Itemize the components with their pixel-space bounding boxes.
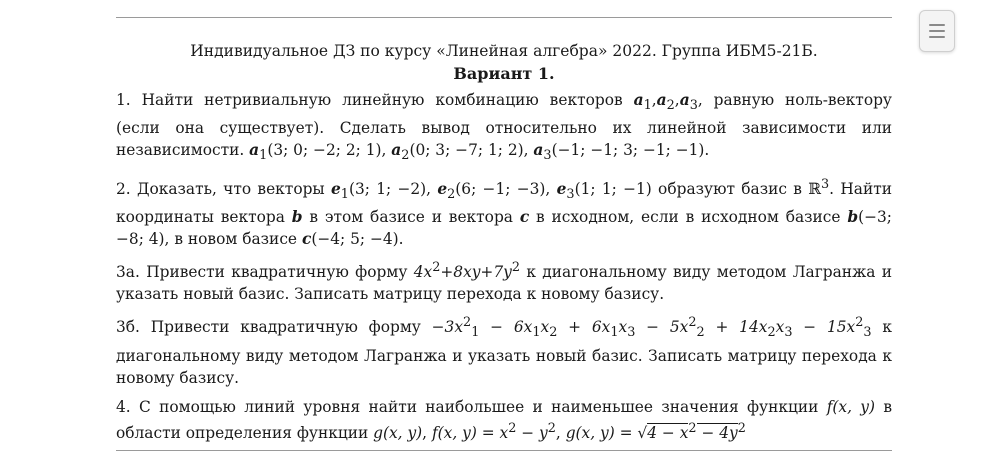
top-divider (116, 17, 892, 18)
menu-icon[interactable] (919, 10, 955, 52)
task-3a: 3а. Привести квадратичную форму $4x^2+8xy+7y^2$ к диагональному виду методом Лагранжа и указать новый базис. Записать матрицу перехода к новому базису. (116, 260, 892, 304)
variant-title: Вариант 1. (453, 64, 555, 83)
task-2: 2. Доказать, что векторы $e_1(3$; 1; −2), $e_2(6$; −1; −3), $e_3(1$; 1; −1) образуют базис в ℝ$^3$. Найти координаты вектора b в этом базисе и вектора c в исходном, если в исходном базисе b(−3; −8; 4), в новом базисе c(−4; 5; −4). (116, 177, 892, 249)
task-3b: 3б. Привести квадратичную форму $-3x^2_1 - 6x_1x_2 + 6x_1x_3 - 5x^2_2 + 14x_2x_3 - 15x^2_3$ к диагональному виду методом Лагранжа и указать новый базис. Записать матрицу перехода к новому базису. (116, 315, 893, 387)
bottom-divider (116, 450, 892, 451)
menu-bar (929, 24, 945, 26)
task-4: 4. С помощью линий уровня найти наибольшее и наименьшее значения функции f(x, y) в области определения функции g(x, y), f(x, $y) = x^2 - y^2$, g(x, $y) = √4 - x^2 - 4y^2$ (116, 397, 892, 442)
menu-bar (929, 36, 945, 38)
menu-bar (929, 30, 945, 32)
task-1: 1. Найти нетривиальную линейную комбинацию векторов $a_1,a_2,a_3$, равную ноль-вектору (если она существует). Сделать вывод относительно их линейной зависимости или независимости. $a_1(3$; 0; −2; 2; 1), $a_2(0$; 3; −7; 1; 2), $a_3(-1$; −1; 3; −1; −1). (116, 91, 892, 164)
document-header: Индивидуальное ДЗ по курсу «Линейная алгебра» 2022. Группа ИБМ5-21Б. (190, 42, 818, 60)
document-body (116, 40, 892, 451)
